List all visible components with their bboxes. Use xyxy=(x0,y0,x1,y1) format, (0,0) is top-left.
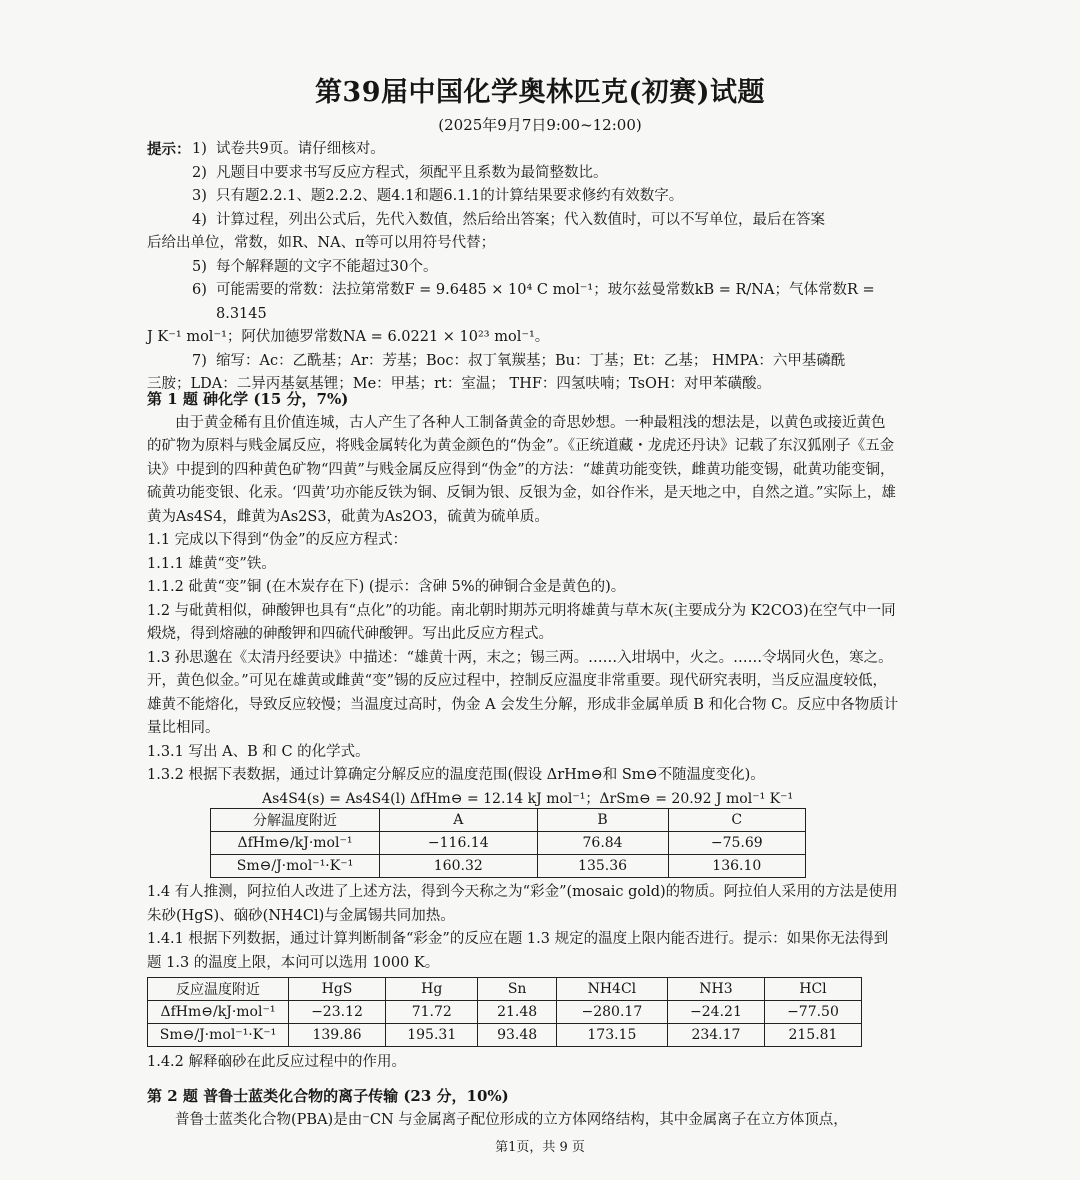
table-cell: B xyxy=(537,809,668,832)
hint-text: J K⁻¹ mol⁻¹；阿伏加德罗常数NA = 6.0221 × 10²³ mol⁻¹。 xyxy=(147,329,550,345)
question-2-intro: 普鲁士蓝类化合物(PBA)是由⁻CN 与金属离子配位形成的立方体网络结构，其中金属离子在立方体顶点， xyxy=(175,1111,848,1128)
question-line: 1.4.2 解释硇砂在此反应过程中的作用。 xyxy=(147,1054,407,1070)
table-cell: HCl xyxy=(764,978,861,1001)
table-cell: 136.10 xyxy=(668,855,805,878)
table-cell: 反应温度附近 xyxy=(148,978,289,1001)
hint-line xyxy=(147,256,902,280)
question-line: 1.4.1 根据下列数据，通过计算判断制备“彩金”的反应在题 1.3 规定的温度上限内能否进行。提示：如果你无法得到题 1.3 的温度上限，本问可以选用 1000 K。 xyxy=(147,931,889,971)
table-row xyxy=(211,855,806,878)
question-line: 1.2 与砒黄相似，砷酸钾也具有“点化”的功能。南北朝时期苏元明将雄黄与草木灰(主要成分为 K2CO3)在空气中一同煅烧，得到熔融的砷酸钾和四硫代砷酸钾。写出此反应方程式。 xyxy=(147,602,896,642)
table-cell: ΔfHm⊖/kJ·mol⁻¹ xyxy=(211,832,380,855)
hint-text: 每个解释题的文字不能超过30个。 xyxy=(216,258,438,275)
hint-line xyxy=(147,209,902,233)
table-row xyxy=(148,1024,862,1047)
question-line: 1.3 孙思邈在《太清丹经要诀》中描述：“雄黄十两，末之；锡三两。……入坩埚中，火之。……令埚同火色，寒之。开，黄色似金。”可见在雄黄或雌黄“变”锡的反应过程中，控制反应温度非常重要。现代研究表明，当反应温度较低，雄黄不能熔化，导致反应较慢；当温度过高时，伪金 A 会发生分解，形成非金属单质 B 和化合物 C。反应中各物质计量比相同。 xyxy=(147,649,899,736)
reaction-equation: As4S4(s) = As4S4(l) ΔfHm⊖ = 12.14 kJ mol⁻¹；ΔrSm⊖ = 20.92 J mol⁻¹ K⁻¹ xyxy=(262,791,794,807)
question-1-4-2 xyxy=(147,1051,899,1075)
question-1-title: 第 1 题 砷化学 (15 分，7%) xyxy=(147,390,349,408)
question-2-title: 第 2 题 普鲁士蓝类化合物的离子传输 (23 分，10%) xyxy=(147,1087,509,1105)
table-cell: 21.48 xyxy=(478,1001,556,1024)
table-cell: NH4Cl xyxy=(556,978,667,1001)
hint-text: 只有题2.2.1、题2.2.2、题4.1和题6.1.1的计算结果要求修约有效数字。 xyxy=(216,188,684,204)
question-1-intro: 由于黄金稀有且价值连城，古人产生了各种人工制备黄金的奇思妙想。一种最粗浅的想法是，以黄色或接近黄色的矿物为原料与贱金属反应，将贱金属转化为黄金颜色的“伪金”。《正统道藏・龙虎还丹诀》记载了东汉狐刚子《五金诀》中提到的四种黄色矿物“四黄”与贱金属反应得到“伪金”的方法：“雄黄功能变铁，雌黄功能变锡，砒黄功能变铜，硫黄功能变银、化汞。‘四黄’功亦能反铁为铜、反铜为银、反银为金，如谷作米，是天地之中，自然之道。”实际上，雄黄为As4S4，雌黄为As2S3，砒黄为As2O3，硫黄为硫单质。 xyxy=(147,414,896,525)
table-cell: 76.84 xyxy=(537,832,668,855)
table-cell: −280.17 xyxy=(556,1001,667,1024)
table-row xyxy=(148,1001,862,1024)
hint-line xyxy=(147,185,902,209)
hints-block xyxy=(147,138,902,397)
hint-line xyxy=(147,326,902,350)
table-cell: 93.48 xyxy=(478,1024,556,1047)
question-line: 1.3.1 写出 A、B 和 C 的化学式。 xyxy=(147,743,370,760)
question-1 xyxy=(147,388,899,788)
decomposition-table xyxy=(210,808,806,878)
table-cell: 71.72 xyxy=(385,1001,478,1024)
table-cell: NH3 xyxy=(667,978,764,1001)
hint-line xyxy=(147,279,902,326)
hint-line xyxy=(147,350,902,374)
table-cell: 135.36 xyxy=(537,855,668,878)
hint-number: 2) xyxy=(192,164,207,181)
question-line: 1.1.1 雄黄“变”铁。 xyxy=(147,555,276,572)
hint-text: 可能需要的常数：法拉第常数F = 9.6485 × 10⁴ C mol⁻¹；玻尔兹曼常数kB = R/NA；气体常数R = 8.3145 xyxy=(216,282,875,322)
table-cell: A xyxy=(380,809,538,832)
question-line: 1.4 有人推测，阿拉伯人改进了上述方法，得到今天称之为“彩金”(mosaic gold)的物质。阿拉伯人采用的方法是使用朱砂(HgS)、硇砂(NH4Cl)与金属锡共同加热。 xyxy=(147,884,898,924)
hint-text: 凡题目中要求书写反应方程式，须配平且系数为最简整数比。 xyxy=(216,164,608,181)
table-header-row xyxy=(148,978,862,1001)
question-line: 1.1.2 砒黄“变”铜 (在木炭存在下) (提示：含砷 5%的砷铜合金是黄色的)。 xyxy=(147,579,626,595)
table-cell: −77.50 xyxy=(764,1001,861,1024)
table-cell: 173.15 xyxy=(556,1024,667,1047)
reaction-data-table xyxy=(147,977,862,1047)
question-2 xyxy=(147,1085,899,1132)
table-cell: ΔfHm⊖/kJ·mol⁻¹ xyxy=(148,1001,289,1024)
page-footer: 第1页，共 9 页 xyxy=(495,1140,585,1155)
hint-line xyxy=(147,138,902,162)
table-cell: Sn xyxy=(478,978,556,1001)
table-cell: Sm⊖/J·mol⁻¹·K⁻¹ xyxy=(211,855,380,878)
hint-text: 计算过程，列出公式后，先代入数值，然后给出答案；代入数值时，可以不写单位，最后在答案 xyxy=(216,211,825,228)
table-cell: −116.14 xyxy=(380,832,538,855)
table-cell: Sm⊖/J·mol⁻¹·K⁻¹ xyxy=(148,1024,289,1047)
hint-number: 7) xyxy=(192,352,207,369)
hint-text: 三胺；LDA：二异丙基氨基锂；Me：甲基；rt：室温； THF：四氢呋喃；TsOH：对甲苯磺酸。 xyxy=(147,376,771,392)
exam-date: (2025年9月7日9:00~12:00) xyxy=(438,116,642,134)
hint-line xyxy=(147,232,902,256)
table-cell: Hg xyxy=(385,978,478,1001)
hint-number: 3) xyxy=(192,188,207,204)
table-cell: 195.31 xyxy=(385,1024,478,1047)
question-1-4 xyxy=(147,881,899,975)
hint-line xyxy=(147,162,902,186)
table-cell: 234.17 xyxy=(667,1024,764,1047)
table-cell: HgS xyxy=(289,978,386,1001)
question-line: 1.1 完成以下得到“伪金”的反应方程式： xyxy=(147,532,407,548)
hint-text: 试卷共9页。请仔细核对。 xyxy=(216,141,385,157)
table-cell: −23.12 xyxy=(289,1001,386,1024)
page-title: 第39届中国化学奥林匹克(初赛)试题 xyxy=(314,77,766,108)
table-cell: 215.81 xyxy=(764,1024,861,1047)
table-cell: 分解温度附近 xyxy=(211,809,380,832)
hint-text: 后给出单位，常数，如R、NA、π等可以用符号代替； xyxy=(147,235,496,251)
hint-number: 4) xyxy=(192,211,207,228)
table-cell: −24.21 xyxy=(667,1001,764,1024)
hint-number: 5) xyxy=(192,258,207,275)
table-row xyxy=(211,832,806,855)
question-line: 1.3.2 根据下表数据，通过计算确定分解反应的温度范围(假设 ΔrHm⊖和 Sm⊖不随温度变化)。 xyxy=(147,767,765,783)
hint-number: 1) xyxy=(192,141,207,157)
table-cell: 160.32 xyxy=(380,855,538,878)
table-header-row xyxy=(211,809,806,832)
hint-text: 缩写：Ac：乙酰基；Ar：芳基；Boc：叔丁氧羰基；Bu：丁基；Et：乙基； HMPA：六甲基磷酰 xyxy=(216,352,846,369)
hints-label: 提示： xyxy=(147,141,191,158)
table-cell: 139.86 xyxy=(289,1024,386,1047)
hint-number: 6) xyxy=(192,282,207,298)
table-cell: −75.69 xyxy=(668,832,805,855)
table-cell: C xyxy=(668,809,805,832)
